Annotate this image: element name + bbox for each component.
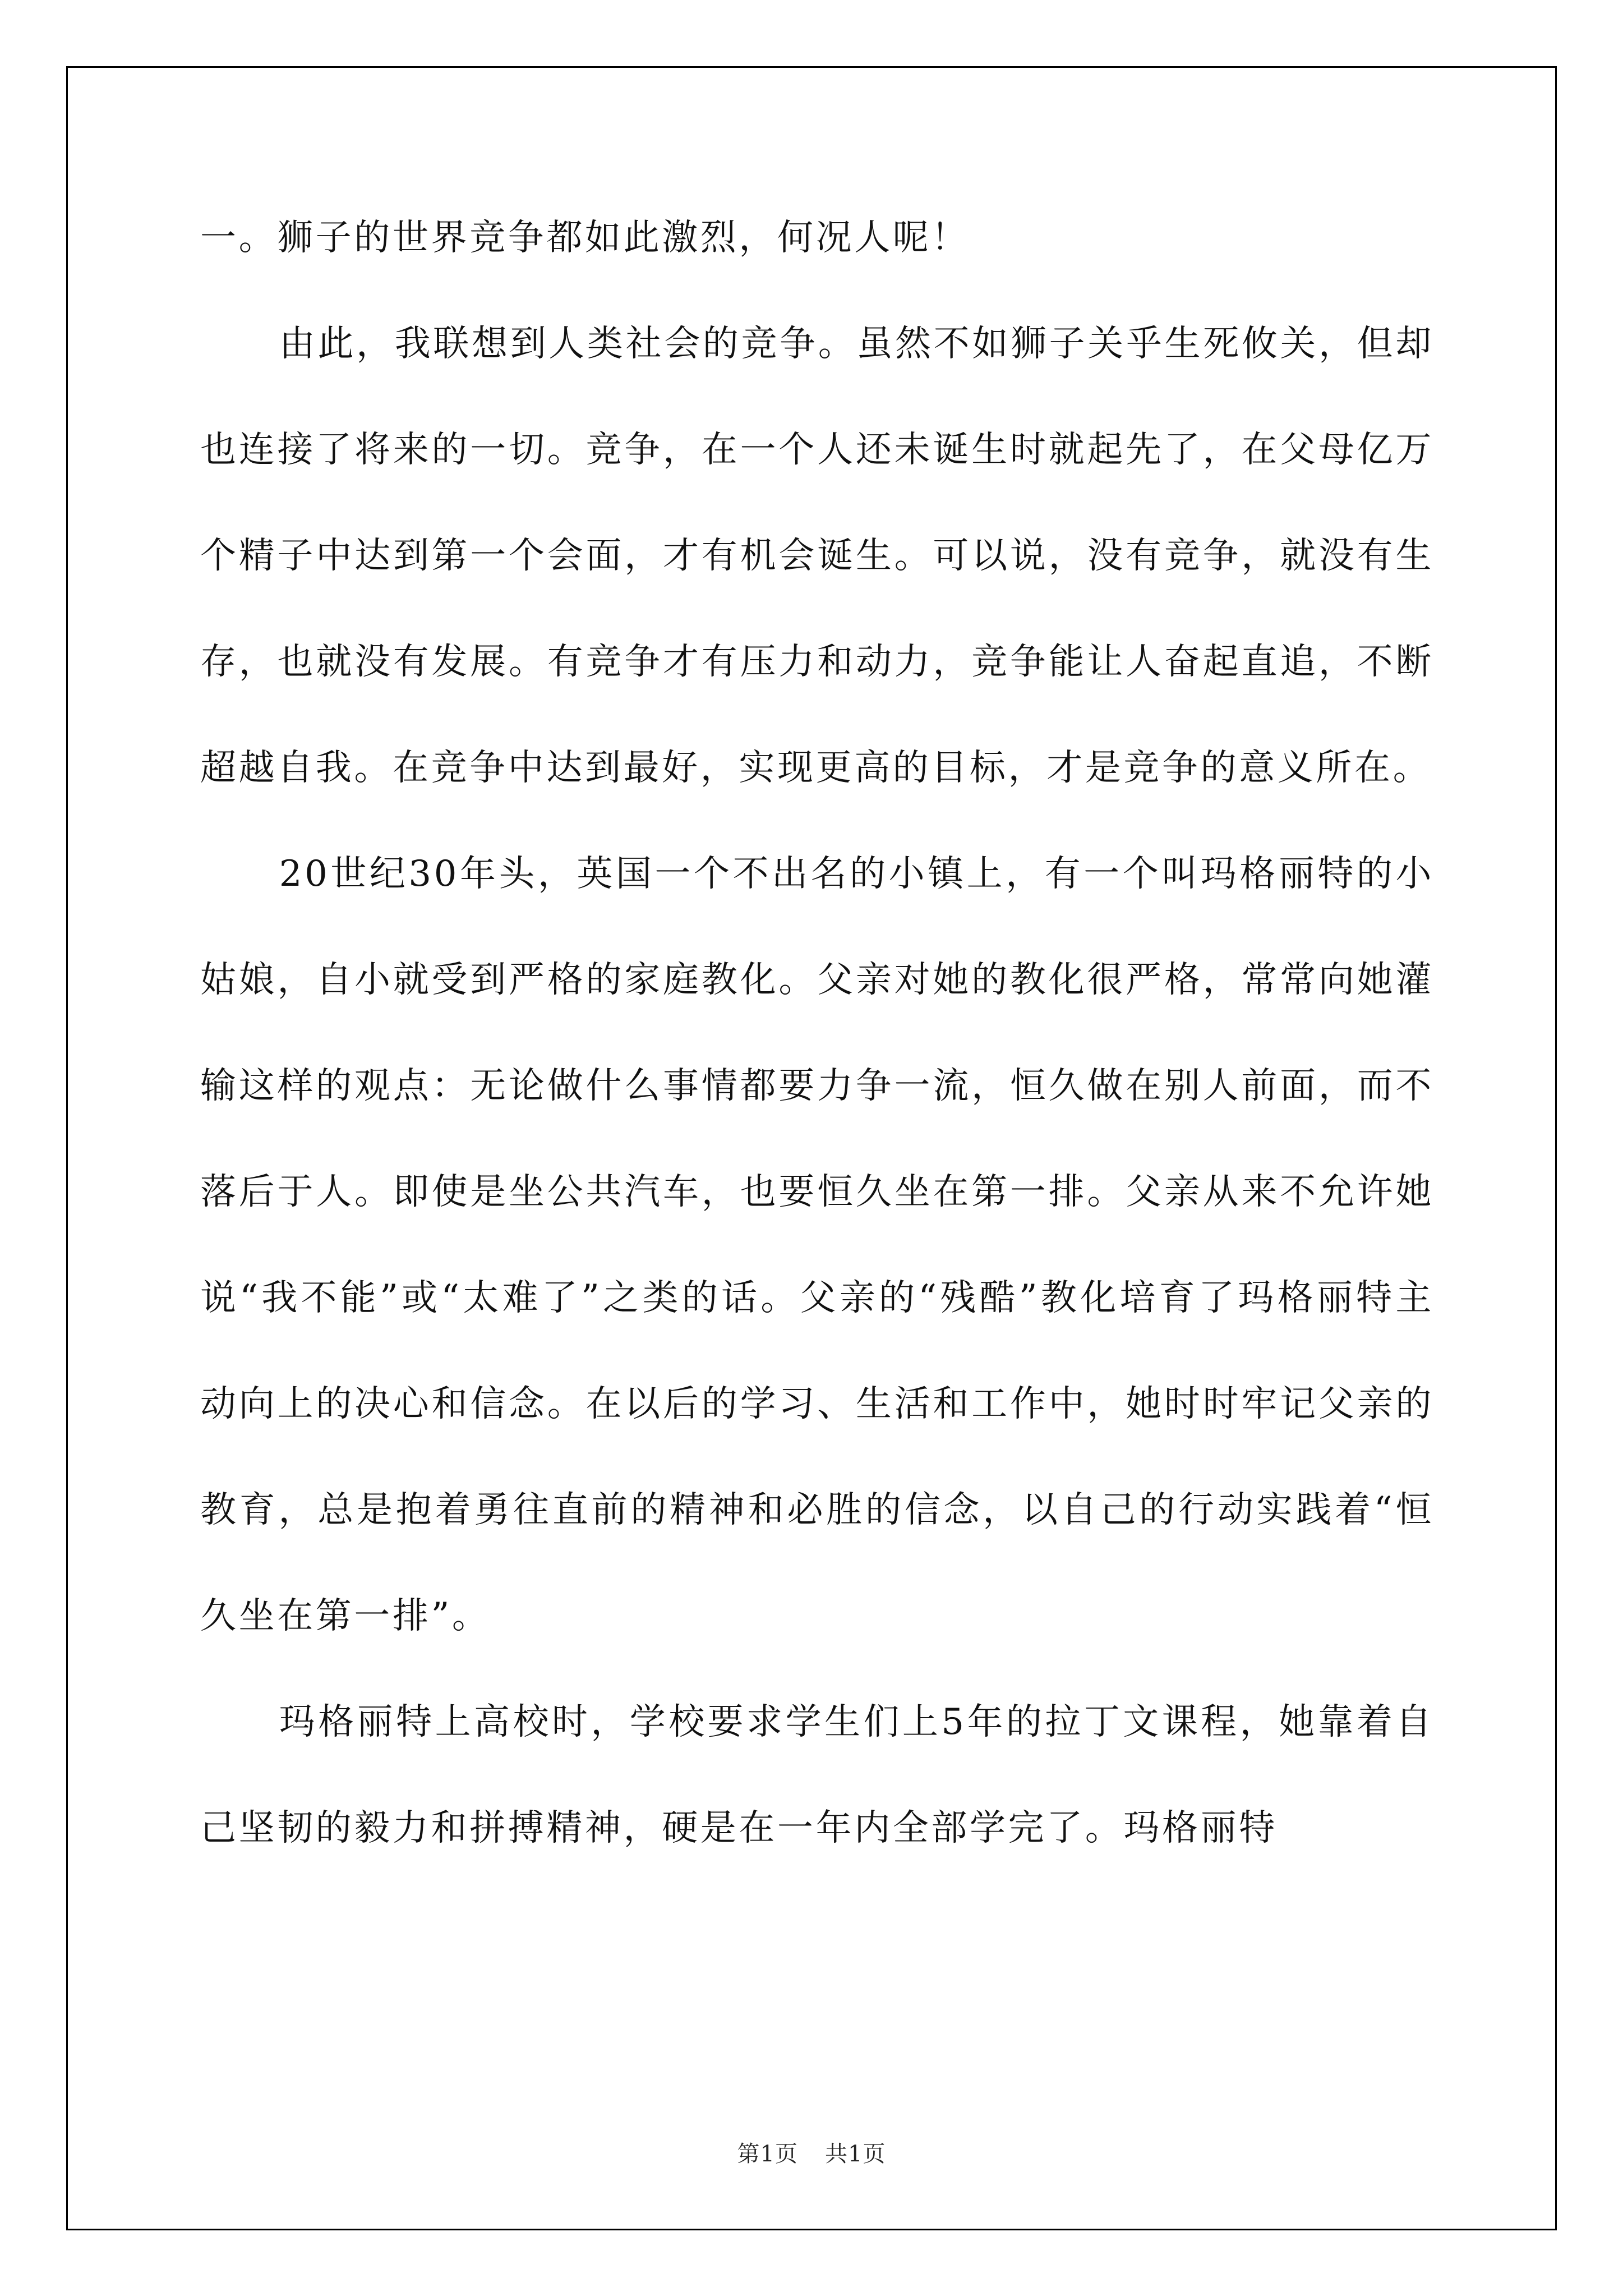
paragraph-4: 玛格丽特上高校时，学校要求学生们上5年的拉丁文课程，她靠着自己坚韧的毅力和拼搏精神，硬是在一年内全部学完了。玛格丽特 (200, 1701, 1434, 1849)
paragraph-2: 由此，我联想到人类社会的竞争。虽然不如狮子关乎生死攸关，但却也连接了将来的一切。竞争，在一个人还未诞生时就起先了，在父母亿万个精子中达到第一个会面，才有机会诞生。可以说，没有竞争，就没有生存，也就没有发展。有竞争才有压力和动力，竞争能让人奋起直追，不断超越自我。在竞争中达到最好，实现更高的目标，才是竞争的意义所在。 (200, 323, 1434, 789)
page-footer (0, 2136, 1623, 2168)
document-body (200, 185, 1434, 1881)
page-number: 第1页 (737, 2141, 798, 2167)
paragraph-1: 一。狮子的世界竞争都如此激烈，何况人呢！ (200, 217, 970, 259)
page-total: 共1页 (825, 2141, 886, 2167)
paragraph-3: 20世纪30年头，英国一个不出名的小镇上，有一个叫玛格丽特的小姑娘，自小就受到严格的家庭教化。父亲对她的教化很严格，常常向她灌输这样的观点：无论做什么事情都要力争一流，恒久做在别人前面，而不落后于人。即使是坐公共汽车，也要恒久坐在第一排。父亲从来不允许她说“我不能”或“太难了”之类的话。父亲的“残酷”教化培育了玛格丽特主动向上的决心和信念。在以后的学习、生活和工作中，她时时牢记父亲的教育，总是抱着勇往直前的精神和必胜的信念，以自己的行动实践着“恒久坐在第一排”。 (200, 853, 1434, 1637)
